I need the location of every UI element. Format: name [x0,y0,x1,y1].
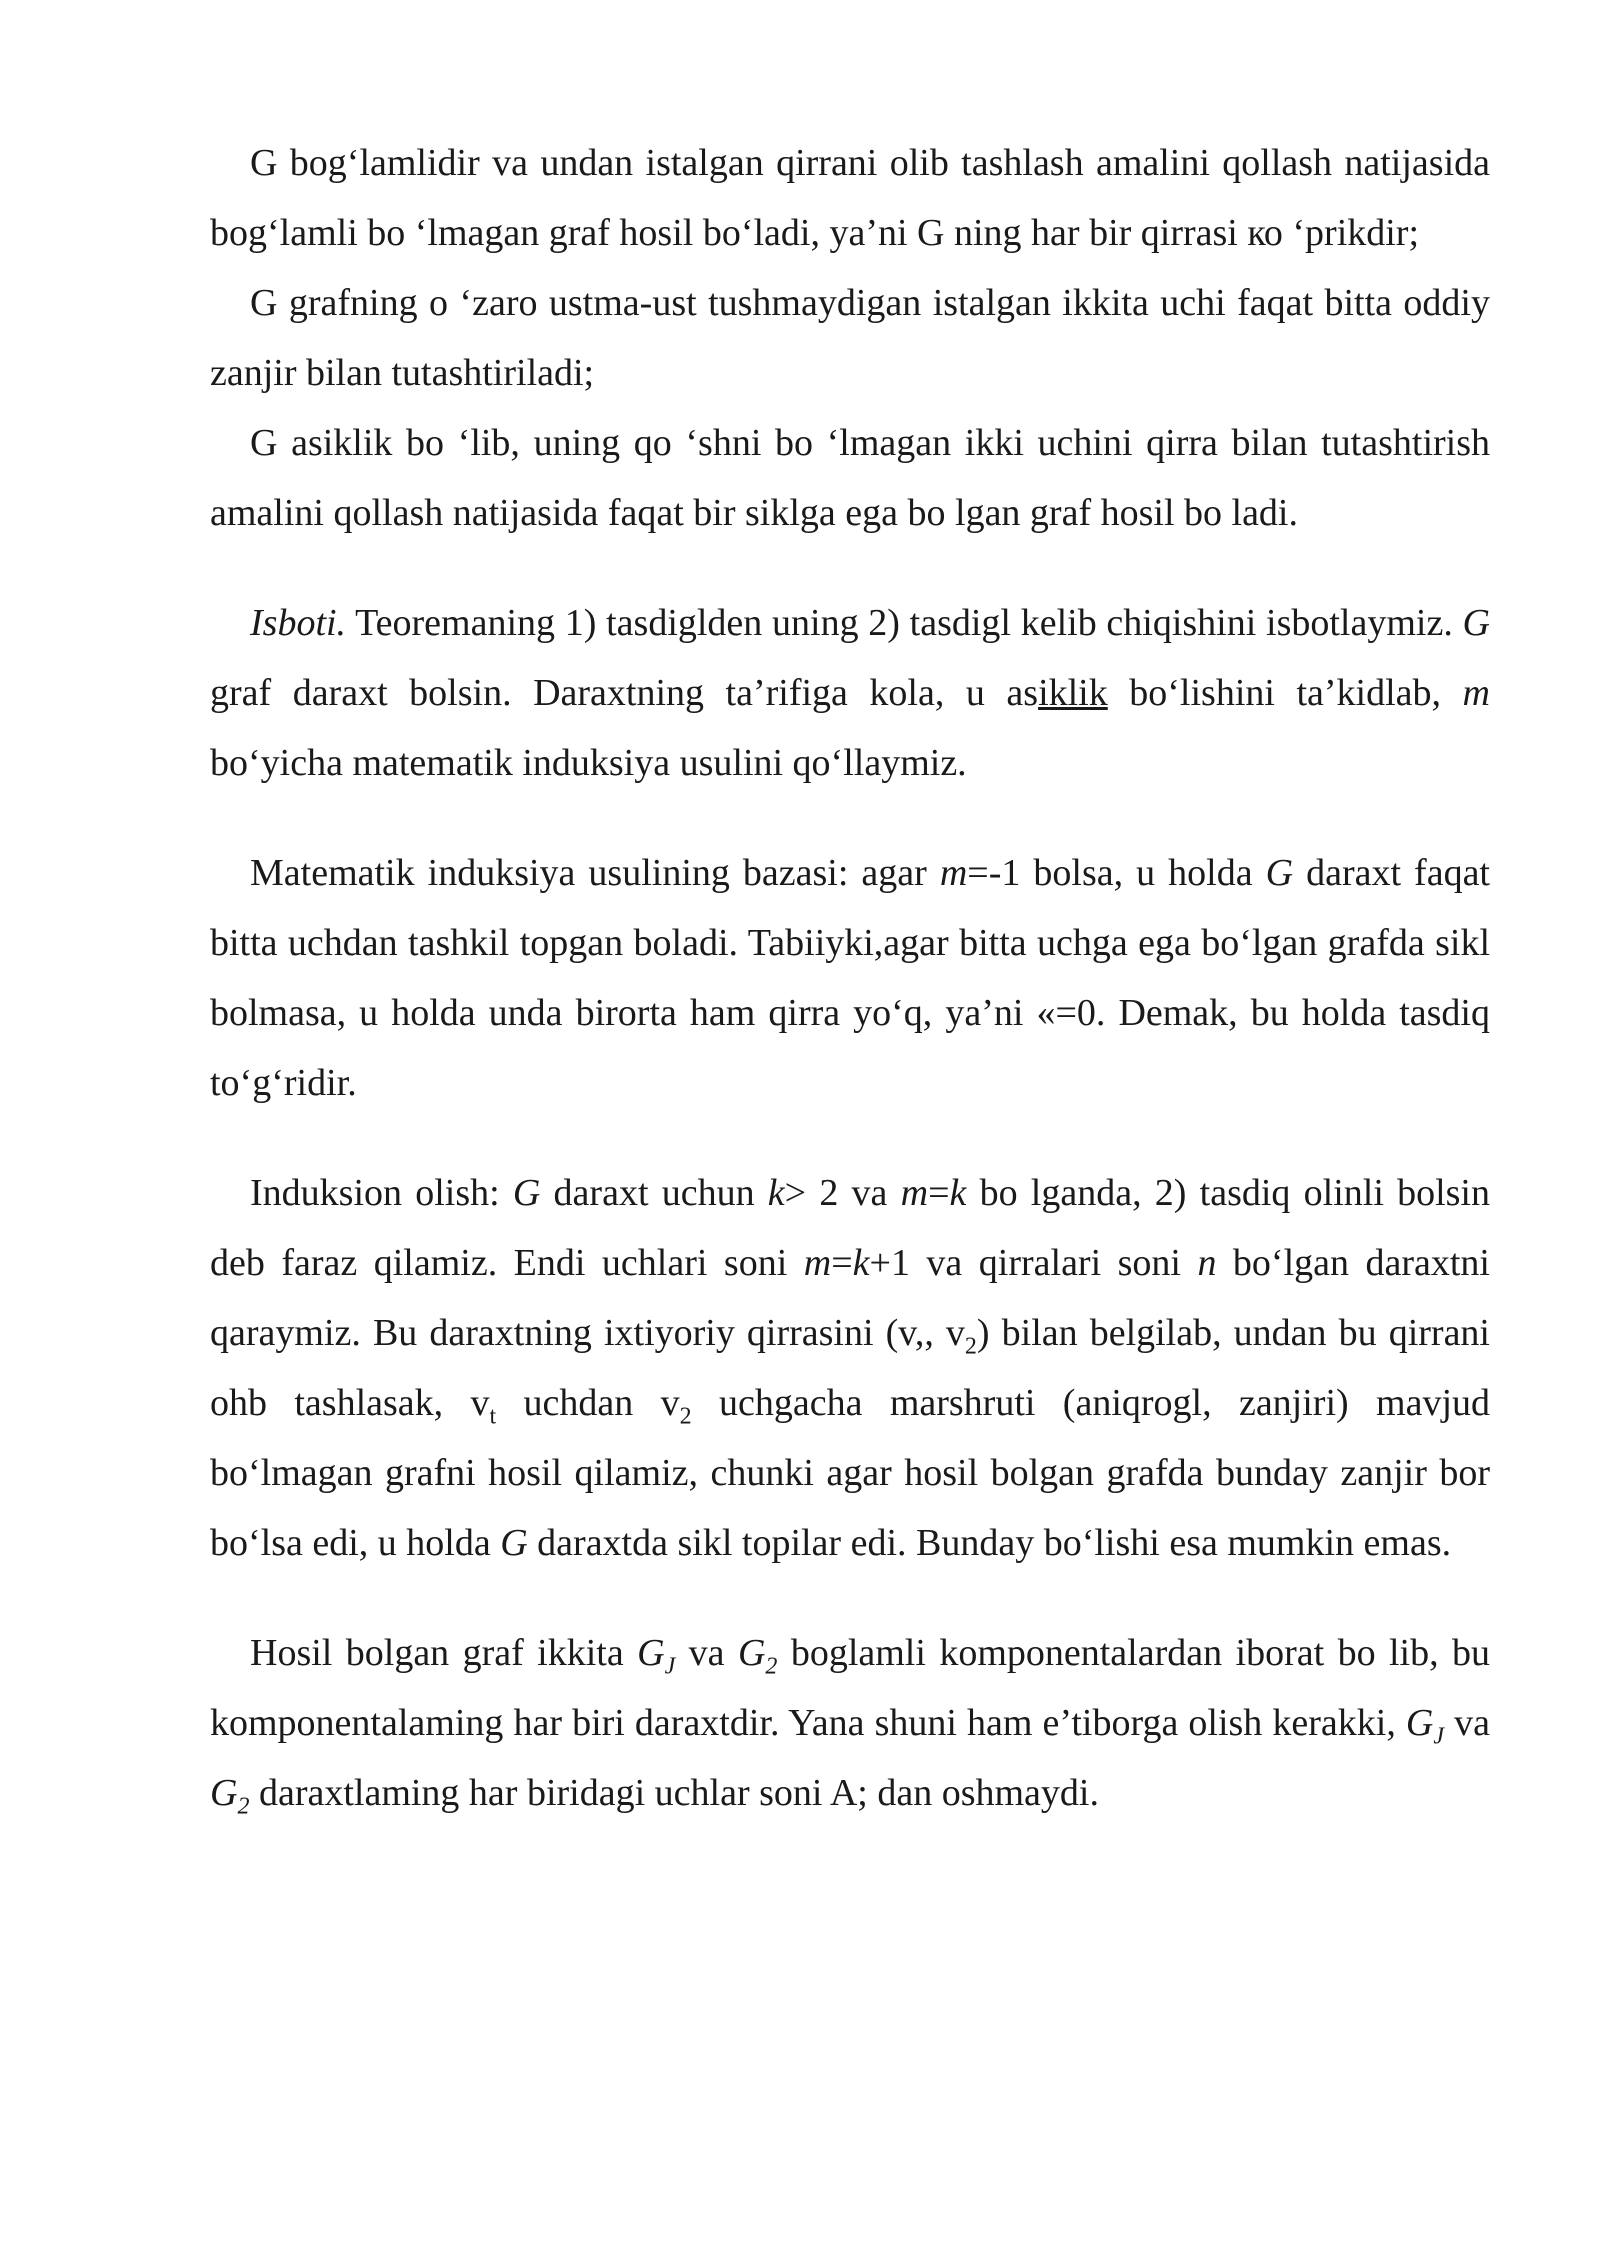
text-run: daraxt faqat bitta uchdan tashkil topgan boladi. Tabiiyki,agar bitta uchga ega bo‘lgan grafda sikl bolmasa, u holda unda birorta ham qirra yo‘q, ya’ni «=0. Demak, bu holda tasdiq to‘g‘ridir. [210,852,1490,1104]
math-var: k [767,1172,785,1214]
text-run: uchdan v [496,1382,680,1424]
subscript: J [1433,1723,1445,1750]
math-var: G [1462,602,1490,644]
math-var: G [737,1632,766,1674]
text-run: daraxt uchun [540,1172,768,1214]
text-run: +1 va qirralari soni [869,1242,1198,1284]
math-var: G [500,1522,528,1564]
math-var: m [803,1242,832,1284]
math-var: n [1197,1242,1217,1284]
text-run: bo lganda, 2) tasdiq olinli bolsin deb faraz qilamiz. Endi uchlari soni [210,1172,1490,1284]
statement-2-text: G grafning o ‘zaro ustma-ust tushmaydigan istalgan ikkita uchi faqat bitta oddiy zanjir bilan tutashtiriladi; [210,282,1490,394]
proof-label: Isboti. [250,602,347,644]
math-var: k [852,1242,870,1284]
subscript: t [489,1403,497,1430]
text-run: uchgacha marshruti (aniqrogl, zanjiri) mavjud bo‘lmagan grafni hosil qilamiz, chunki agar hosil bolgan grafda bunday zanjir bor bo‘lsa edi, u holda [210,1382,1491,1564]
math-var: m [900,1172,929,1214]
text-run: bo‘lgan daraxtni qaraymiz. Bu daraxtning ixtiyoriy qirrasini (v,, v [210,1242,1490,1354]
paragraph-components [210,1618,1490,1828]
math-var: G [1405,1702,1434,1744]
paragraph-induction-step [210,1158,1490,1578]
text-run: va [1444,1702,1490,1744]
paragraph-induction-base [210,838,1490,1118]
text-run: bo‘lishini ta’kidlab, [1107,672,1463,714]
paragraph-statement-2 [210,268,1490,408]
text-run: = [928,1172,950,1214]
text-run: Hosil bolgan graf ikkita [250,1632,638,1674]
paragraph-statement-1 [210,128,1490,268]
subscript: J [664,1653,676,1680]
text-run: daraxtlaming har biridagi uchlar soni A; dan oshmaydi. [249,1772,1099,1814]
text-run: Matematik induksiya usulining bazasi: agar [250,852,940,894]
text-run: boglamli komponentalardan iborat bo lib, bu komponentalaming har biri daraxtdir. Yana shuni ham e’tiborga olish kerakki, [210,1632,1491,1744]
text-run: ) bilan belgilab, undan bu qirrani ohb tashlasak, v [210,1312,1490,1424]
statement-1-text: G bog‘lamlidir va undan istalgan qirrani olib tashlash amalini qollash natijasida bog‘lamli bo ‘lmagan graf hosil bo‘ladi, ya’ni G ning har bir qirrasi ко ‘prikdir; [210,142,1490,254]
text-run: daraxtda sikl topilar edi. Bunday bo‘lishi esa mumkin emas. [527,1522,1452,1564]
math-var: G [1265,852,1294,894]
math-var: G [210,1772,238,1814]
text-run: bo‘yicha matematik induksiya usulini qo‘llaymiz. [210,742,967,784]
underlined-word: iklik [1038,672,1108,714]
paragraph-statement-3 [210,408,1490,548]
subscript: 2 [679,1403,692,1430]
text-run: = [831,1242,853,1284]
math-var: G [637,1632,665,1674]
subscript: 2 [964,1333,977,1360]
statement-3-text: G asiklik bo ‘lib, uning qo ‘shni bo ‘lmagan ikki uchini qirra bilan tutashtirish amalini qollash natijasida faqat bir siklga ega bo lgan graf hosil bo ladi. [210,422,1490,534]
text-run: va [675,1632,738,1674]
text-run: graf daraxt bolsin. Daraxtning ta’rifiga kola, u as [210,672,1039,714]
math-var: G [512,1172,541,1214]
math-var: m [1462,672,1490,714]
paragraph-proof-intro [210,588,1490,798]
math-var: k [949,1172,967,1214]
text-run: > 2 va [784,1172,901,1214]
subscript: 2 [765,1653,778,1680]
text-run: Induksion olish: [250,1172,513,1214]
math-var: m [939,852,968,894]
subscript: 2 [237,1793,250,1820]
text-run: =-1 bolsa, u holda [967,852,1266,894]
document-page [210,128,1490,1828]
text-run: Teoremaning 1) tasdiglden uning 2) tasdigl kelib chiqishini isbotlaymiz. [346,602,1463,644]
